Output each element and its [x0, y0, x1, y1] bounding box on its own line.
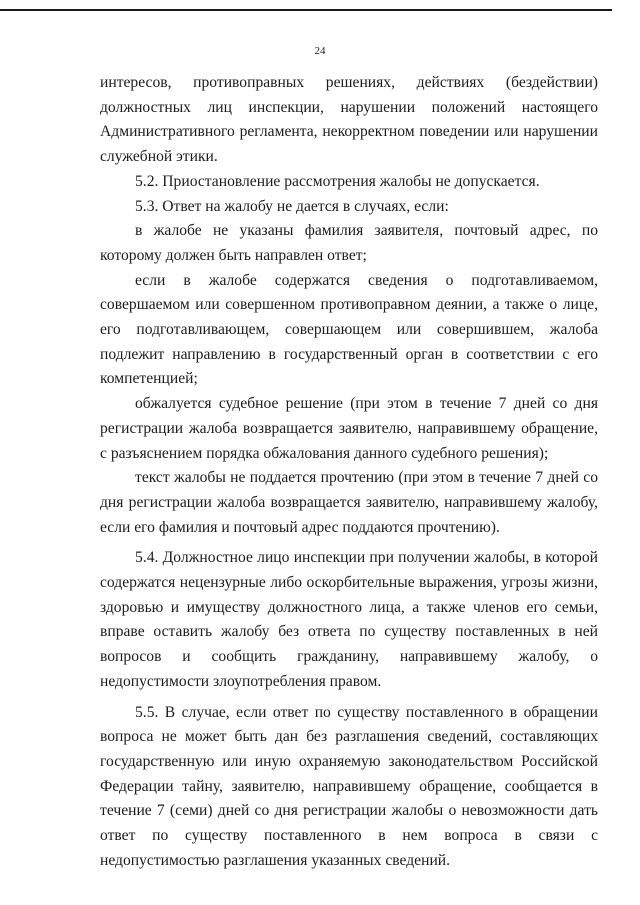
list-item-no-name-address: в жалобе не указаны фамилия заявителя, почтовый адрес, по которому должен быть направлен ответ;: [100, 222, 598, 264]
paragraph-5-2: 5.2. Приостановление рассмотрения жалобы не допускается.: [135, 172, 540, 190]
paragraph-5-5: 5.5. В случае, если ответ по существу поставленного в обращении вопроса не может быть дан без разглашения сведений, составляющих государственную или иную охраняемую законодательством Российской Федерации тайну, заявителю, направившему обращение, сообщается в течение 7 (семи) дней со дня регистрации жалобы о невозможности дать ответ по существу поставленного в нем вопроса в связи с недопустимостью разглашения указанных сведений.: [100, 703, 598, 869]
list-item-court-decision: обжалуется судебное решение (при этом в течение 7 дней со дня регистрации жалоба возвращается заявителю, направившему обращение, с разъяснением порядка обжалования данного судебного решения);: [100, 395, 598, 462]
paragraph-continuation: интересов, противоправных решениях, действиях (бездействии) должностных лиц инспекции, нарушении положений настоящего Административного регламента, некорректном поведении или нарушении служебной этики.: [100, 74, 598, 166]
list-item-unreadable-text: текст жалобы не поддается прочтению (при этом в течение 7 дней со дня регистрации жалоба возвращается заявителю, направившему жалобу, если его фамилия и почтовый адрес поддаются прочтению).: [100, 469, 598, 536]
document-body: [100, 71, 598, 874]
top-border-line: [0, 9, 612, 11]
paragraph-5-4: 5.4. Должностное лицо инспекции при получении жалобы, в которой содержатся нецензурные либо оскорбительные выражения, угрозы жизни, здоровью и имуществу должностного лица, а также членов его семьи, вправе оставить жалобу без ответа по существу поставленных в ней вопросов и сообщить гражданину, направившему жалобу, о недопустимости злоупотребления правом.: [100, 549, 598, 690]
paragraph-5-3: 5.3. Ответ на жалобу не дается в случаях, если:: [135, 197, 449, 215]
page-number: 24: [314, 45, 326, 57]
list-item-illegal-act-info: если в жалобе содержатся сведения о подготавливаемом, совершаемом или совершенном противоправном деянии, а также о лице, его подготавливающем, совершающем или совершившем, жалоба подлежит направлению в государственный орган в соответствии с его компетенцией;: [100, 271, 598, 388]
